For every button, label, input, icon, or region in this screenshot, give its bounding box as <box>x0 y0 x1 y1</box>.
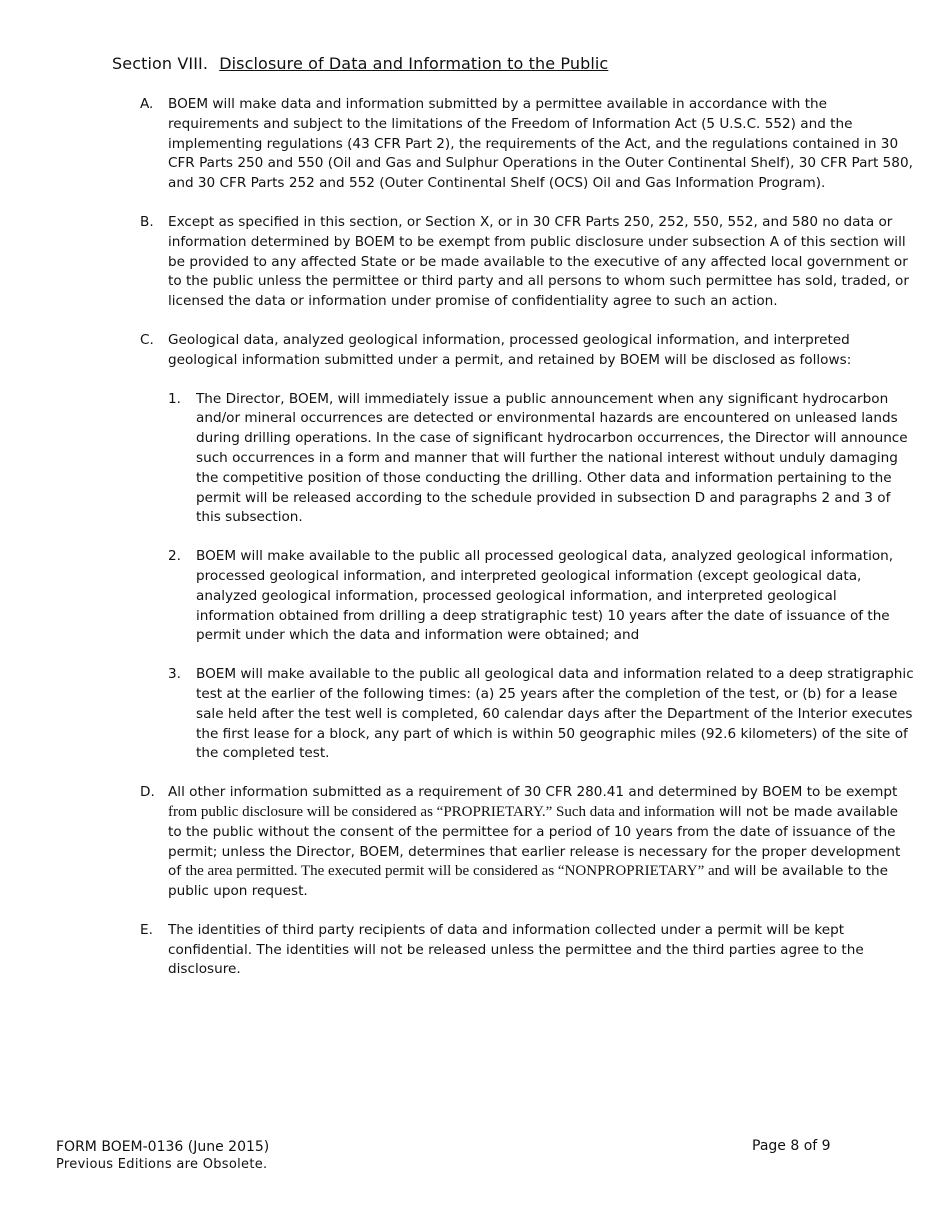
subitem-1-text: The Director, BOEM, will immediately issue a public announcement when any significant hydrocarbon and/or mineral occurrences are detected or environmental hazards are encountered on unleased lands during drilling operations. In the case of significant hydrocarbon occurrences, the Director will announce such occurrences in a form and manner that will further the national interest without unduly damaging the competitive position of those conducting the drilling. Other data and information pertaining to the permit will be released according to the schedule provided in subsection D and paragraphs 2 and 3 of this subsection. <box>196 390 908 526</box>
item-c-marker: C. <box>140 331 154 348</box>
item-d-text-3: will not be made available to the public without the consent of the permittee for a period of 10 years from the date of issuance of the permit; unless the Director, BOEM, determines that earlier release is necessary for the proper development of <box>168 803 901 880</box>
item-a-marker: A. <box>140 96 154 112</box>
subitem-3-number: 3. <box>168 666 181 683</box>
footer-form-info <box>56 1138 269 1174</box>
subitem-1 <box>168 390 915 529</box>
item-a <box>140 95 915 194</box>
section-heading <box>112 54 608 73</box>
item-d-text-1: All other information submitted as a requirement of 30 CFR 280.41 and determined by BOEM to be exempt <box>168 784 898 801</box>
subitem-2-number: 2. <box>168 548 181 565</box>
item-d-text-5: will be available to the public upon request. <box>168 863 889 900</box>
footer-editions-note: Previous Editions are Obsolete. <box>56 1157 268 1172</box>
item-d <box>140 783 915 902</box>
subitem-1-number: 1. <box>168 390 181 407</box>
section-title: Disclosure of Data and Information to the Public <box>219 54 609 73</box>
footer-page-number: Page 8 of 9 <box>752 1138 831 1154</box>
item-d-text <box>168 783 915 902</box>
item-c-subitems <box>168 390 915 765</box>
item-d-marker: D. <box>140 784 155 801</box>
footer-form-number: FORM BOEM-0136 (June 2015) <box>56 1139 270 1155</box>
subitem-2 <box>168 547 915 646</box>
item-e-marker: E. <box>140 921 153 938</box>
item-b <box>140 213 915 312</box>
item-a-text: BOEM will make data and information submitted by a permittee available in accordance with the requirements and subject to the limitations of the Freedom of Information Act (5 U.S.C. 552) and the implementing regulations (43 CFR Part 2), the requirements of the Act, and the regulations contained in 30 CFR Parts 250 and 550 (Oil and Gas and Sulphur Operations in the Outer Continental Shelf), 30 CFR Part 580, and 30 CFR Parts 252 and 552 (Outer Continental Shelf (OCS) Oil and Gas Information Program). <box>168 96 913 192</box>
subitem-2-text: BOEM will make available to the public all processed geological data, analyzed geological information, processed geological information, and interpreted geological information (except geological data, analyzed geological information, processed geological information, and interpreted geological information obtained from drilling a deep stratigraphic test) 10 years after the date of issuance of the permit under which the data and information were obtained; and <box>196 548 894 644</box>
item-d-text-4: the area permitted. The executed permit will be considered as “NONPROPRIETARY” and <box>185 863 730 880</box>
item-b-text: Except as specified in this section, or Section X, or in 30 CFR Parts 250, 252, 550, 552, and 580 no data or information determined by BOEM to be exempt from public disclosure under subsection A of this section will be provided to any affected State or be made available to the executive of any affected local government or to the public unless the permittee or third party and all persons to whom such permittee has sold, traded, or licensed the data or information under promise of confidentiality agree to such an action. <box>168 213 909 310</box>
section-label: Section VIII. <box>112 54 209 73</box>
section-content <box>140 95 915 999</box>
item-e <box>140 921 915 980</box>
item-c <box>140 331 915 764</box>
item-b-marker: B. <box>140 213 154 230</box>
item-e-text: The identities of third party recipients of data and information collected under a permit will be kept confidential. The identities will not be released unless the permittee and the third parties agree to the disclosure. <box>168 921 864 978</box>
item-d-text-2: from public disclosure will be considered as “PROPRIETARY.” Such data and information <box>168 803 715 820</box>
subitem-3-text: BOEM will make available to the public all geological data and information related to a deep stratigraphic test at the earlier of the following times: (a) 25 years after the completion of the test, or (b) for a lease sale held after the test well is completed, 60 calendar days after the Department of the Interior executes the first lease for a block, any part of which is within 50 geographic miles (92.6 kilometers) of the site of the completed test. <box>196 666 914 762</box>
subitem-3 <box>168 665 915 764</box>
item-c-text: Geological data, analyzed geological information, processed geological information, and interpreted geological information submitted under a permit, and retained by BOEM will be disclosed as follows: <box>168 331 852 368</box>
